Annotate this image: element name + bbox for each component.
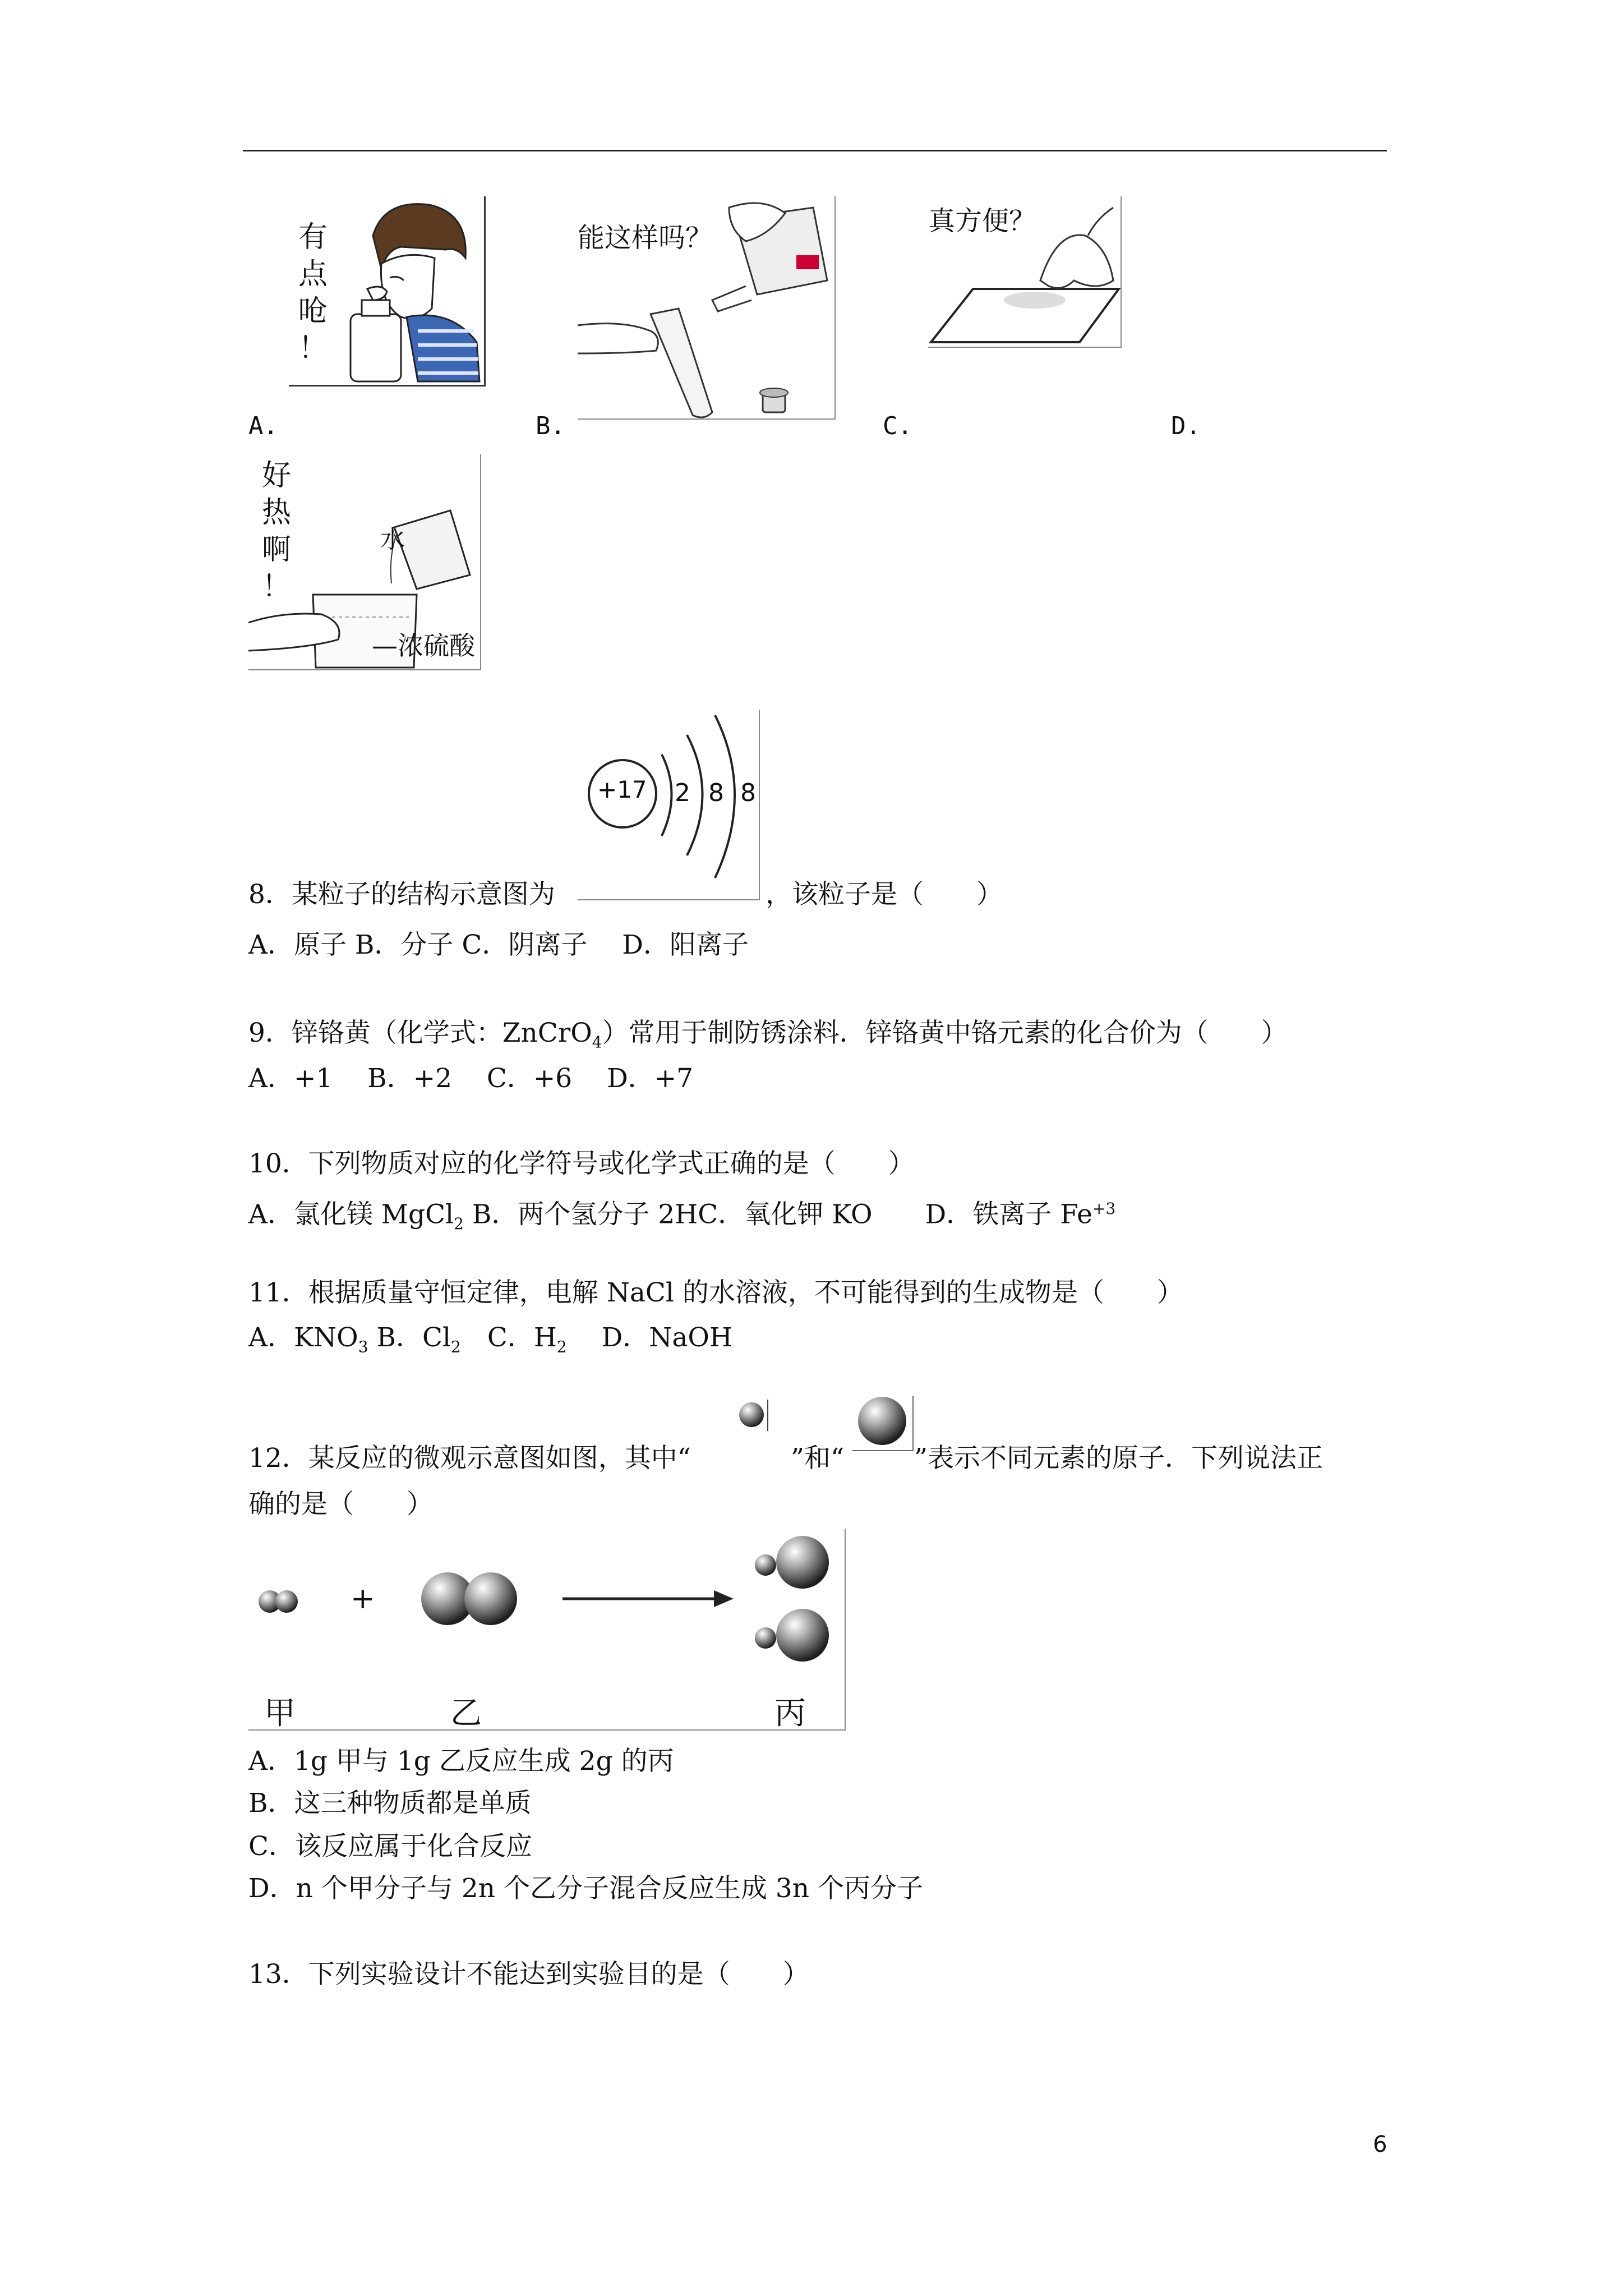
image-c-taking-powder — [928, 196, 1122, 348]
reaction-diagram — [248, 1529, 846, 1731]
q9-stem-post: ）常用于制防锈涂料．锌铬黄中铬元素的化合价为（ ） — [602, 1018, 1288, 1048]
nucleus-charge: +17 — [597, 776, 647, 803]
q12-stem-a: 12．某反应的微观示意图如图，其中“ — [248, 1443, 691, 1474]
caption-b: 能这样吗？ — [578, 222, 713, 254]
q12-option-d: D．n 个甲分子与 2n 个乙分子混合反应生成 3n 个丙分子 — [248, 1873, 923, 1904]
q12-stem-c: ”表示不同元素的原子．下列说法正 — [914, 1443, 1324, 1474]
q10-opt-bcd: B．两个氢分子 2HC．氧化钾 KO D．铁离子 Fe — [463, 1199, 1092, 1230]
caption-char: 呛 — [298, 295, 328, 328]
q11-opt-c: C．H — [460, 1322, 557, 1353]
page-number: 6 — [1373, 2132, 1387, 2157]
shell-3-count: 8 — [740, 779, 756, 807]
q11-opt-a: A．KNO — [248, 1322, 358, 1353]
hand-powder-icon — [928, 196, 1122, 348]
atom-structure-diagram — [578, 710, 760, 900]
q8-options: A．原子 B．分子 C．阴离子 D．阳离子 — [248, 930, 749, 960]
option-c-label: C. — [883, 412, 912, 440]
caption-char: 好 — [261, 459, 291, 493]
acid-label: —浓硫酸 — [372, 631, 475, 661]
plus-sign: + — [351, 1582, 375, 1616]
shell-1-count: 2 — [675, 779, 690, 807]
label-bing: 丙 — [774, 1695, 806, 1732]
image-a-smelling — [289, 196, 485, 386]
q10-opt-d-sup: +3 — [1092, 1199, 1116, 1218]
q10-stem: 10．下列物质对应的化学符号或化学式正确的是（ ） — [248, 1148, 915, 1179]
q11-opt-b-sub: 2 — [451, 1337, 461, 1356]
large-atom-icon — [852, 1396, 914, 1452]
small-atom-icon — [736, 1400, 769, 1432]
person-sniffing-icon — [334, 196, 482, 384]
q9-sub: 4 — [592, 1033, 602, 1052]
caption-char: 啊 — [261, 533, 291, 567]
q10-opt-a: A．氯化镁 MgCl — [248, 1199, 454, 1230]
caption-char: 有 — [298, 220, 328, 254]
q8-stem-b: ，该粒子是（ ） — [766, 879, 1003, 910]
q11-options — [248, 1321, 732, 1364]
q12-stem-b: ”和“ — [791, 1443, 845, 1474]
q12-option-b: B．这三种物质都是单质 — [248, 1788, 532, 1819]
q12-option-a: A．1g 甲与 1g 乙反应生成 2g 的丙 — [248, 1746, 674, 1777]
q12-stem-d: 确的是（ ） — [248, 1489, 433, 1520]
image-d-dilute-acid — [248, 454, 481, 670]
caption-c: 真方便？ — [928, 205, 1036, 237]
image-b-pouring — [578, 196, 836, 421]
label-yi: 乙 — [450, 1695, 482, 1732]
option-b-label: B. — [536, 412, 565, 440]
q9-stem — [248, 1016, 1288, 1059]
q11-opt-d: D．NaOH — [566, 1322, 732, 1353]
q11-opt-b: B．Cl — [368, 1322, 451, 1353]
header-rule — [243, 150, 1387, 151]
label-jia: 甲 — [264, 1695, 296, 1732]
option-a-label: A. — [248, 412, 278, 440]
q9-options: A．+1 B．+2 C．+6 D．+7 — [248, 1063, 694, 1094]
q9-stem-pre: 9．锌铬黄（化学式：ZnCrO — [248, 1018, 592, 1048]
caption-char: 热 — [261, 496, 291, 530]
q13-stem: 13．下列实验设计不能达到实验目的是（ ） — [248, 1959, 809, 1990]
shell-2-count: 8 — [708, 779, 724, 807]
q10-opt-a-sub: 2 — [454, 1214, 464, 1234]
caption-char: 点 — [298, 257, 328, 291]
q11-opt-c-sub: 2 — [556, 1337, 567, 1356]
test-tube-pouring-icon — [578, 196, 836, 421]
q12-option-c: C．该反应属于化合反应 — [248, 1831, 532, 1862]
option-d-label: D. — [1171, 412, 1201, 440]
q10-options — [248, 1192, 1115, 1241]
caption-char: ！ — [261, 570, 291, 604]
q11-opt-a-sub: 3 — [358, 1337, 368, 1356]
water-label: 水 — [380, 525, 405, 554]
q8-stem-a: 8．某粒子的结构示意图为 — [248, 879, 555, 910]
q11-stem: 11．根据质量守恒定律，电解 NaCl 的水溶液，不可能得到的生成物是（ ） — [248, 1277, 1183, 1308]
caption-char: ！ — [298, 332, 328, 365]
